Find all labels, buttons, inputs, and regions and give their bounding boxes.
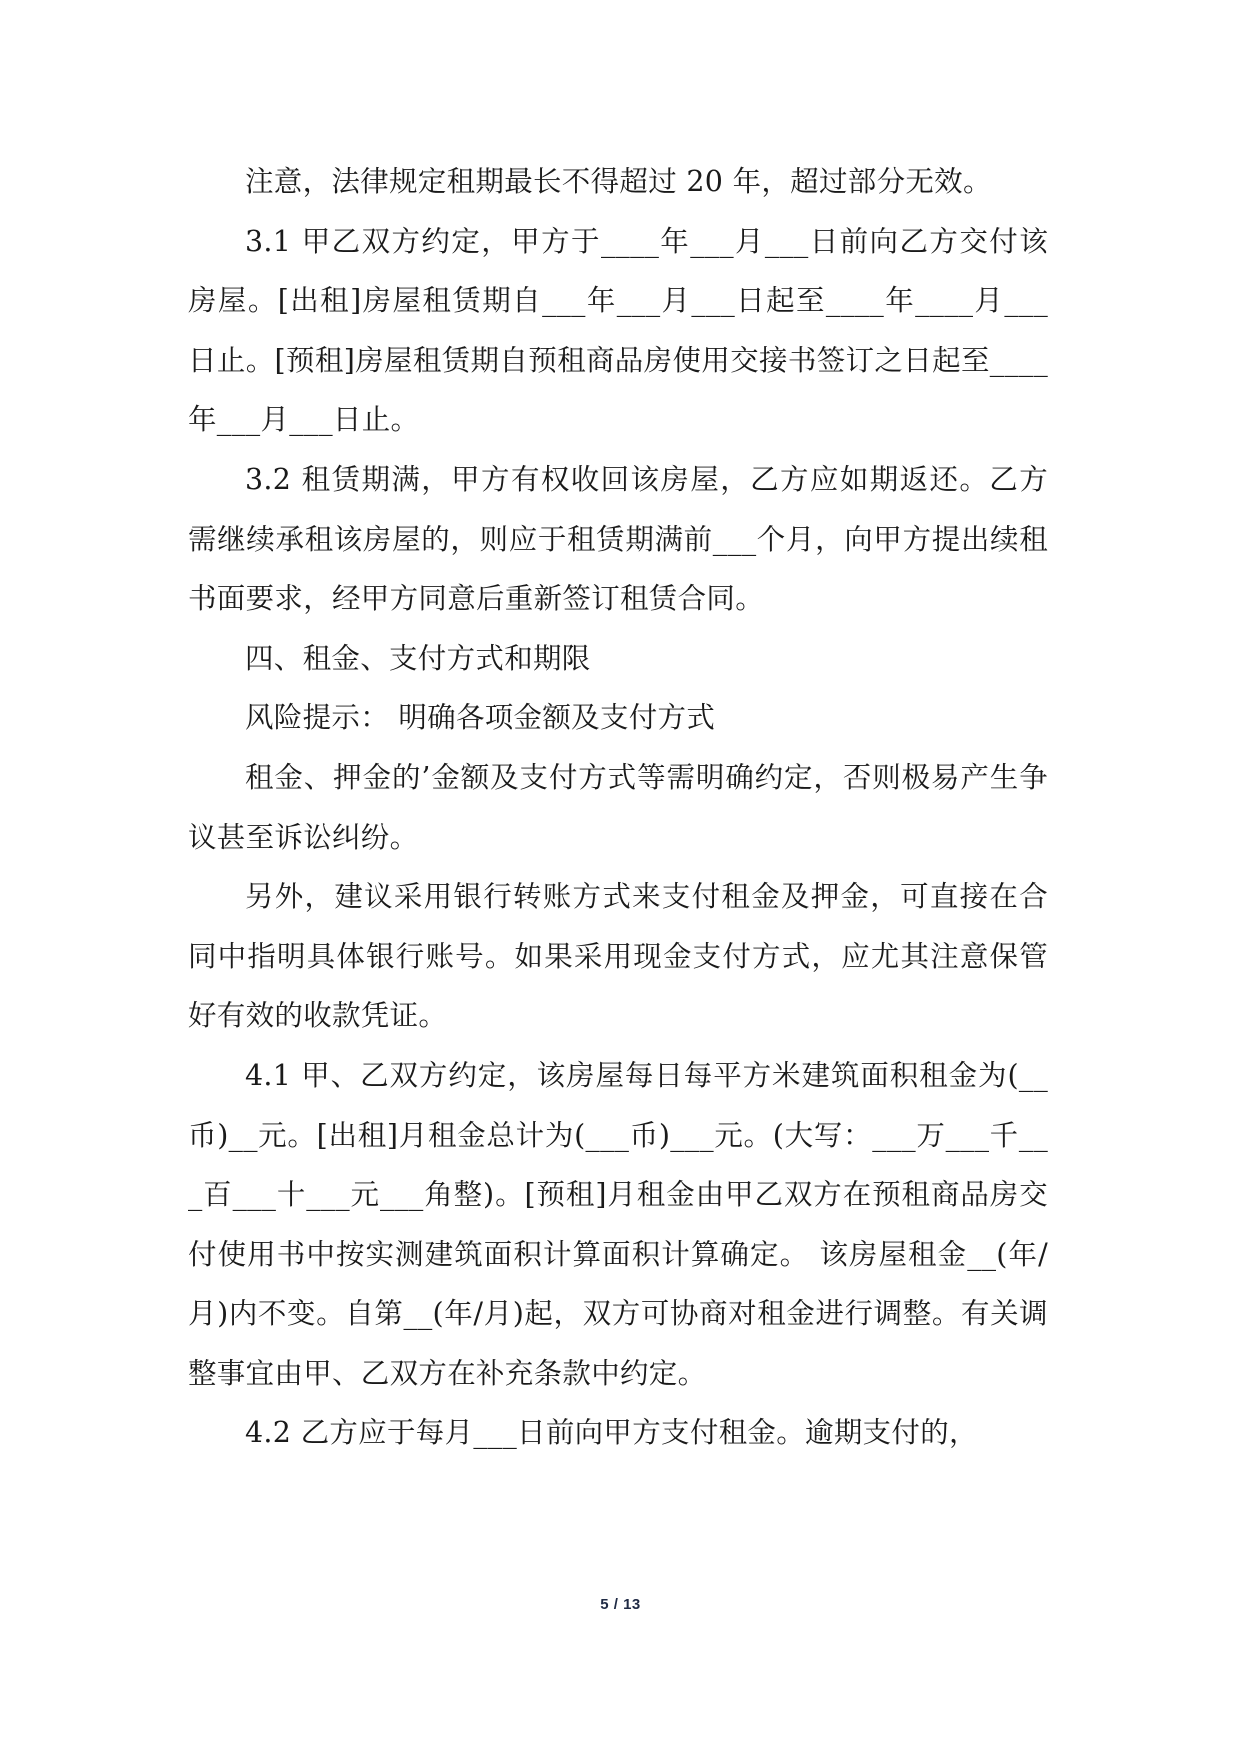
paragraph-deposit-note: 租金、押金的’金额及支付方式等需明确约定，否则极易产生争议甚至诉讼纠纷。: [188, 760, 1048, 854]
paragraph-clause-3-2: 3.2 租赁期满，甲方有权收回该房屋，乙方应如期返还。乙方需继续承租该房屋的，则应于租赁期满前___个月，向甲方提出续租书面要求，经甲方同意后重新签订租赁合同。: [188, 462, 1048, 616]
document-body: [188, 152, 1048, 1463]
paragraph-clause-4-1: 4.1 甲、乙双方约定，该房屋每日每平方米建筑面积租金为(__币)__元。[出租]月租金总计为(___币)___元。(大写：___万___千___百___十___元___角整)。[预租]月租金由甲乙双方在预租商品房交付使用书中按实测建筑面积计算面积计算确定。 该房屋租金__(年/月)内不变。自第__(年/月)起，双方可协商对租金进行调整。有关调整事宜由甲、乙双方在补充条款中约定。: [188, 1058, 1048, 1390]
paragraph-risk-notice: 风险提示： 明确各项金额及支付方式: [245, 701, 716, 735]
paragraph-clause-4-2: 4.2 乙方应于每月___日前向甲方支付租金。逾期支付的，: [245, 1416, 978, 1450]
paragraph-lease-term-limit-note: 注意，法律规定租期最长不得超过 20 年，超过部分无效。: [245, 165, 992, 198]
page-number: 5 / 13: [600, 1596, 641, 1613]
section-heading-rent-payment: 四、租金、支付方式和期限: [245, 641, 591, 675]
paragraph-clause-3-1: 3.1 甲乙双方约定，甲方于____年___月___日前向乙方交付该房屋。[出租]房屋租赁期自___年___月___日起至____年____月___日止。[预租]房屋租赁期自预租商品房使用交接书签订之日起至____年___月___日止。: [188, 224, 1048, 437]
paragraph-bank-transfer-note: 另外，建议采用银行转账方式来支付租金及押金，可直接在合同中指明具体银行账号。如果采用现金支付方式，应尤其注意保管好有效的收款凭证。: [188, 880, 1048, 1033]
